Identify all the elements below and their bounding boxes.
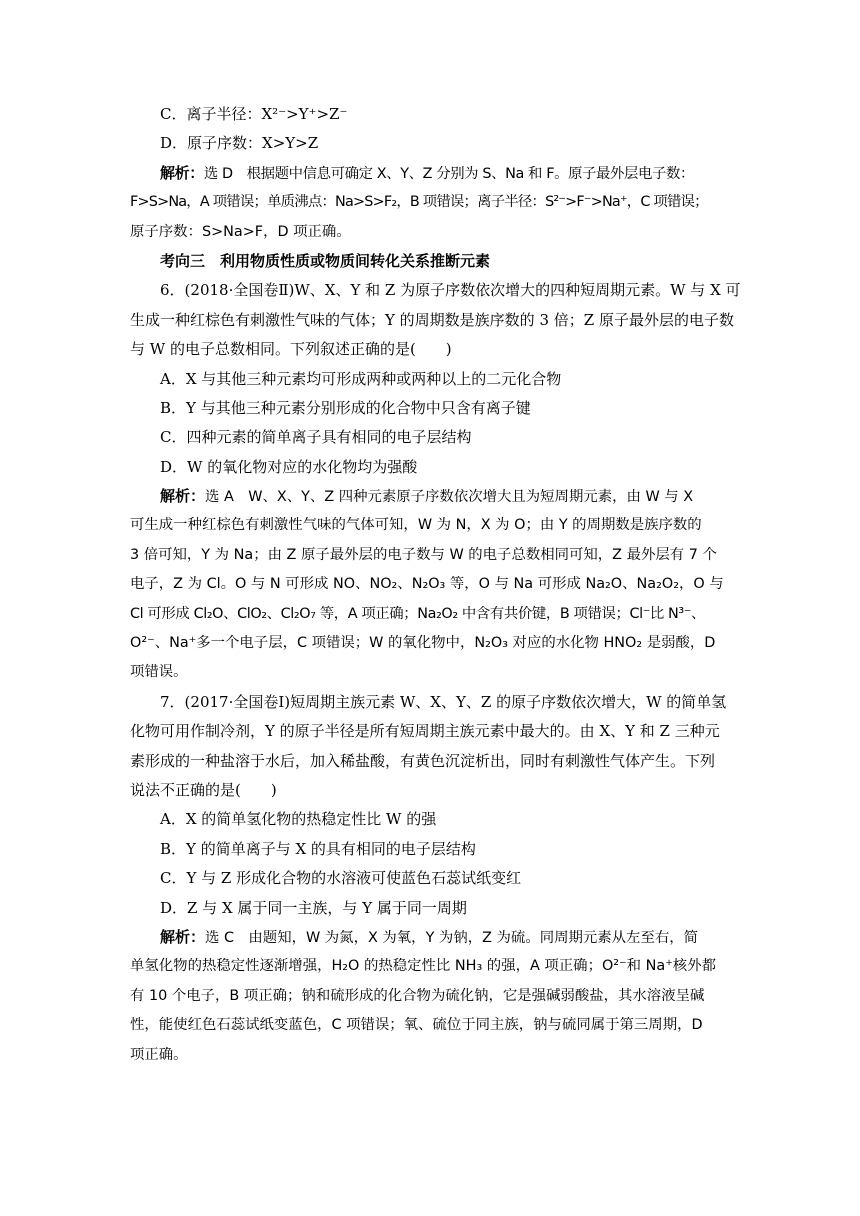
q7-stem-line: 说法不正确的是( )	[130, 780, 277, 799]
question-6	[130, 276, 741, 687]
analysis-label: 解析：	[160, 163, 204, 182]
q6-analysis-line: 电子，Z 为 Cl。O 与 N 可形成 NO、NO₂、N₂O₃ 等，O 与 Na 可形成 Na₂O、Na₂O₂，O 与	[130, 576, 724, 593]
q6-analysis-line: O²⁻、Na⁺多一个电子层，C 项错误；W 的氧化物中，N₂O₃ 对应的水化物 HNO₂ 是弱酸，D	[130, 635, 716, 652]
q5-analysis-line: F>S>Na，A 项错误；单质沸点：Na>S>F₂，B 项错误；离子半径：S²⁻>F⁻>Na⁺，C 项错误；	[130, 194, 708, 211]
q6-option-c: C．四种元素的简单离子具有相同的电子层结构	[160, 428, 472, 447]
q6-option-b: B．Y 与其他三种元素分别形成的化合物中只含有离子键	[160, 398, 531, 417]
q6-analysis-line: 解析：选 A W、X、Y、Z 四种元素原子序数依次增大且为短周期元素，由 W 与 X	[160, 487, 694, 506]
q7-analysis	[130, 923, 733, 1070]
q6-stem-line: 生成一种红棕色有刺激性气味的气体；Y 的周期数是族序数的 3 倍；Z 原子最外层的电子数	[130, 310, 734, 329]
q7-option-c: C．Y 与 Z 形成化合物的水溶液可使蓝色石蕊试纸变红	[160, 869, 522, 888]
q5-analysis-line: 原子序数：S>Na>F，D 项正确。	[130, 223, 351, 240]
q5-option-d: D．原子序数：X>Y>Z	[160, 134, 319, 153]
q7-analysis-line: 项正确。	[130, 1046, 188, 1063]
q6-analysis-line: Cl 可形成 Cl₂O、ClO₂、Cl₂O₇ 等，A 项正确；Na₂O₂ 中含有共价键，B 项错误；Cl⁻比 N³⁻、	[130, 605, 705, 622]
q6-option-a: A．X 与其他三种元素均可形成两种或两种以上的二元化合物	[160, 369, 562, 388]
q5-analysis-line: 解析：选 D 根据题中信息可确定 X、Y、Z 分别为 S、Na 和 F。原子最外层电子数：	[160, 163, 694, 182]
q5-analysis	[130, 159, 733, 247]
q6-analysis-line: 可生成一种红棕色有刺激性气味的气体可知，W 为 N，X 为 O；由 Y 的周期数是族序数的	[130, 517, 702, 534]
q6-analysis-line: 项错误。	[130, 664, 188, 681]
q6-stem-line: 6．(2018·全国卷Ⅱ)W、X、Y 和 Z 为原子序数依次增大的四种短周期元素。W 与 X 可	[160, 281, 741, 300]
q5-option-c: C．离子半径：X²⁻>Y⁺>Z⁻	[160, 105, 348, 123]
q6-analysis-line: 3 倍可知，Y 为 Na；由 Z 原子最外层的电子数与 W 的电子总数相同可知，Z 最外层有 7 个	[130, 546, 717, 563]
question-7	[130, 688, 733, 1070]
analysis-label: 解析：	[160, 927, 206, 946]
q6-option-d: D．W 的氧化物对应的水化物均为强酸	[160, 457, 418, 476]
q7-analysis-line: 有 10 个电子，B 项正确；钠和硫形成的化合物为硫化钠，它是强碱弱酸盐，其水溶液呈碱	[130, 987, 705, 1004]
q7-analysis-line: 单氢化物的热稳定性逐渐增强，H₂O 的热稳定性比 NH₃ 的强，A 项正确；O²⁻和 Na⁺核外都	[130, 958, 716, 975]
page-content	[130, 100, 741, 1070]
q7-stem-line: 化物可用作制冷剂，Y 的原子半径是所有短周期主族元素中最大的。由 X、Y 和 Z 三种元	[130, 722, 720, 741]
q7-option-b: B．Y 的简单离子与 X 的具有相同的电子层结构	[160, 839, 476, 858]
q6-stem-line: 与 W 的电子总数相同。下列叙述正确的是( )	[130, 340, 452, 359]
section-heading: 考向三 利用物质性质或物质间转化关系推断元素	[160, 251, 491, 270]
q7-stem-line: 素形成的一种盐溶于水后，加入稀盐酸，有黄色沉淀析出，同时有刺激性气体产生。下列	[130, 751, 716, 770]
q7-option-a: A．X 的简单氢化物的热稳定性比 W 的强	[160, 810, 437, 829]
q7-analysis-line: 解析：选 C 由题知，W 为氮，X 为氧，Y 为钠，Z 为硫。同周期元素从左至右，简	[160, 927, 699, 946]
q7-option-d: D．Z 与 X 属于同一主族，与 Y 属于同一周期	[160, 898, 467, 917]
q7-analysis-line: 性，能使红色石蕊试纸变蓝色，C 项错误；氧、硫位于同主族，钠与硫同属于第三周期，D	[130, 1017, 703, 1034]
q6-analysis	[130, 482, 733, 688]
q7-stem-line: 7．(2017·全国卷Ⅰ)短周期主族元素 W、X、Y、Z 的原子序数依次增大，W 的简单氢	[160, 692, 727, 711]
analysis-label: 解析：	[160, 487, 206, 506]
